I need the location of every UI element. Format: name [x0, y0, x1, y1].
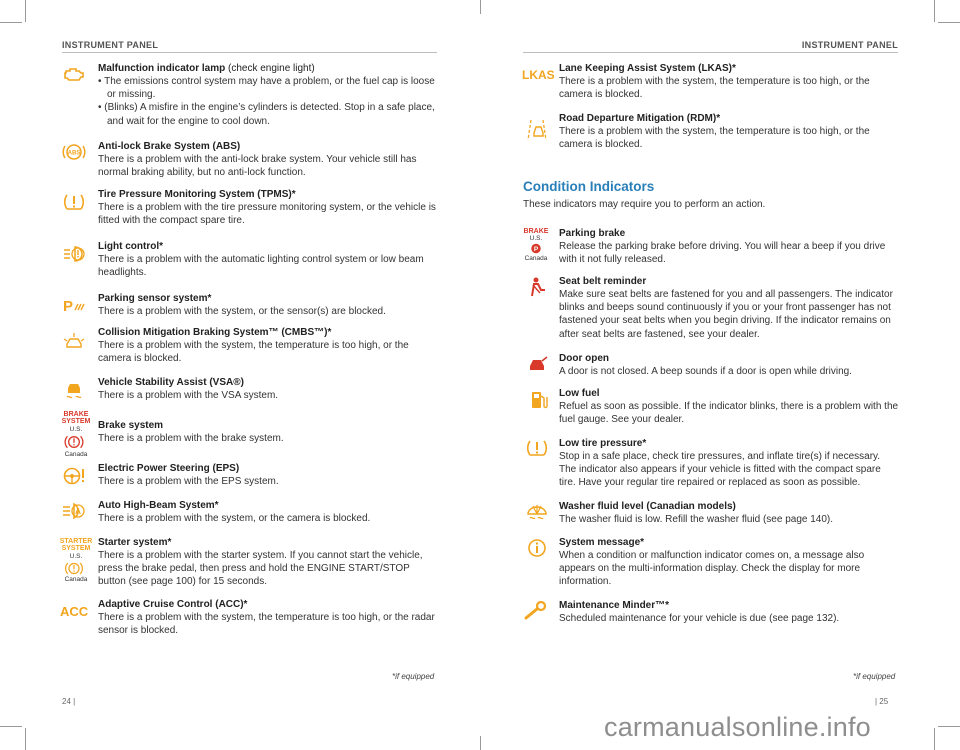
vsa-entry: [98, 376, 438, 402]
abs-title: Anti-lock Brake System (ABS): [98, 141, 241, 152]
lkas-title: Lane Keeping Assist System (LKAS)*: [559, 63, 736, 74]
malfunction-lamp-bullet: • (Blinks) A misfire in the engine’s cylinders is detected. Stop in a safe place, and wait for the engine to cool down.: [98, 102, 435, 127]
right-page-header: INSTRUMENT PANEL: [801, 40, 898, 50]
acc-icon: [60, 600, 92, 622]
low-tire-pressure-icon: [524, 437, 550, 459]
canada-label: Canada: [524, 255, 548, 262]
abs-text: There is a problem with the anti-lock brake system. Your vehicle still has normal braking ability, but no anti-lock function.: [98, 154, 417, 179]
acc-text: There is a problem with the system, the temperature is too high, or the radar sensor is blocked.: [98, 612, 435, 637]
wrench-icon: [523, 600, 549, 622]
parking-sensor-text: There is a problem with the system, or the sensor(s) are blocked.: [98, 306, 386, 317]
starter-system-word: SYSTEM: [61, 545, 91, 552]
washer-fluid-title: Washer fluid level (Canadian models): [559, 501, 736, 512]
right-header-rule: [523, 52, 898, 53]
abs-entry: [98, 140, 438, 179]
condition-indicators-intro: These indicators may require you to perform an action.: [523, 199, 766, 210]
low-fuel-entry: [559, 387, 899, 426]
brake-system-word: BRAKE: [63, 411, 89, 418]
auto-high-beam-icon: [61, 500, 87, 522]
brake-system-icon: [58, 411, 94, 425]
seat-belt-title: Seat belt reminder: [559, 276, 647, 287]
us-label: U.S.: [529, 235, 543, 242]
rdm-entry: [559, 112, 899, 151]
malfunction-lamp-title-suffix: (check engine light): [225, 63, 315, 74]
light-control-icon: [61, 243, 87, 265]
parking-brake-p-icon: [527, 242, 545, 255]
low-tire-pressure-entry: [559, 437, 899, 490]
low-tire-pressure-text: Stop in a safe place, check tire pressures, and inflate tire(s) if necessary. The indicator also appears if your vehicle is fitted with the compact spare tire. Have your regular tire repaired or replaced as soon as possible.: [559, 451, 881, 489]
parking-sensor-icon: [61, 294, 87, 316]
cmbs-icon: [61, 331, 87, 353]
crop-mark: [938, 22, 960, 23]
auto-high-beam-entry: [98, 499, 438, 525]
light-control-text: There is a problem with the automatic lighting control system or low beam headlights.: [98, 254, 424, 279]
door-open-entry: [559, 352, 899, 378]
starter-system-entry: [98, 536, 438, 589]
left-footnote: *if equipped: [392, 672, 435, 681]
condition-indicators-heading: Condition Indicators: [523, 179, 655, 194]
rdm-title: Road Departure Mitigation (RDM)*: [559, 113, 721, 124]
left-header-rule: [62, 52, 437, 53]
malfunction-lamp-title: Malfunction indicator lamp: [98, 63, 226, 74]
starter-system-word: STARTER: [59, 538, 93, 545]
cmbs-entry: [98, 326, 438, 365]
left-page-header: INSTRUMENT PANEL: [62, 40, 159, 50]
us-label: U.S.: [69, 426, 83, 433]
crop-mark: [938, 726, 960, 727]
rdm-text: There is a problem with the system, the temperature is too high, or the camera is blocked.: [559, 126, 870, 151]
vsa-text: There is a problem with the VSA system.: [98, 390, 279, 401]
us-label: U.S.: [69, 553, 83, 560]
crop-mark: [0, 726, 22, 727]
system-message-text: When a condition or malfunction indicator comes on, a message also appears on the multi-information display. Check the display for more information.: [559, 550, 865, 588]
low-fuel-title: Low fuel: [559, 388, 600, 399]
tpms-icon: [61, 191, 87, 213]
malfunction-lamp-bullet: • The emissions control system may have a problem, or the fuel cap is loose or missing.: [98, 76, 435, 101]
system-message-icon: [524, 537, 550, 559]
parking-brake-icon: [520, 228, 552, 235]
maintenance-minder-title: Maintenance Minder™*: [559, 600, 670, 611]
washer-fluid-entry: [559, 500, 899, 526]
parking-brake-entry: [559, 227, 899, 266]
abs-icon: [61, 141, 87, 163]
crop-mark: [25, 728, 26, 750]
low-tire-pressure-title: Low tire pressure*: [559, 438, 647, 449]
brake-system-text: There is a problem with the brake system.: [98, 433, 284, 444]
tpms-entry: [98, 188, 438, 227]
parking-brake-word: BRAKE: [523, 228, 549, 235]
door-open-icon: [524, 352, 550, 374]
acc-icon-text: ACC: [60, 604, 89, 619]
eps-title: Electric Power Steering (EPS): [98, 463, 240, 474]
starter-system-text: There is a problem with the starter system. If you cannot start the vehicle, press the brake pedal, then press and hold the ENGINE START/STOP button (see page 100) for 15 seconds.: [98, 550, 423, 588]
brake-system-entry: [98, 419, 438, 445]
seat-belt-icon: [525, 276, 551, 298]
eps-entry: [98, 462, 438, 488]
auto-high-beam-text: There is a problem with the system, or the camera is blocked.: [98, 513, 371, 524]
svg-text:P: P: [533, 245, 539, 253]
door-open-title: Door open: [559, 353, 609, 364]
starter-system-icon: [58, 538, 94, 552]
right-page-number: | 25: [875, 697, 889, 706]
vsa-title: Vehicle Stability Assist (VSA®): [98, 377, 244, 388]
rdm-icon: [526, 116, 548, 142]
cmbs-text: There is a problem with the system, the temperature is too high, or the camera is blocked.: [98, 340, 409, 365]
washer-fluid-icon: [524, 500, 550, 522]
parking-sensor-entry: [98, 292, 438, 318]
tpms-title: Tire Pressure Monitoring System (TPMS)*: [98, 189, 296, 200]
crop-mark: [25, 0, 26, 22]
seat-belt-text: Make sure seat belts are fastened for you and all passengers. The indicator blinks and beeps sound continuously if you or your front passenger has not fastened your seat belts when you begin driving. If the indicator remains on after seat belts are fastened, see your dealer.: [559, 289, 893, 340]
crop-mark: [480, 736, 481, 750]
maintenance-minder-text: Scheduled maintenance for your vehicle is due (see page 132).: [559, 613, 840, 624]
svg-text:A: A: [75, 507, 81, 516]
parking-brake-title: Parking brake: [559, 228, 626, 239]
door-open-text: A door is not closed. A beep sounds if a door is open while driving.: [559, 366, 852, 377]
low-fuel-icon: [525, 389, 551, 411]
light-control-entry: [98, 240, 438, 279]
acc-title: Adaptive Cruise Control (ACC)*: [98, 599, 248, 610]
crop-mark: [934, 0, 935, 22]
acc-entry: [98, 598, 438, 637]
light-control-title: Light control*: [98, 241, 163, 252]
starter-warning-icon: [63, 560, 85, 577]
check-engine-icon: [61, 64, 87, 86]
malfunction-lamp-entry: [98, 62, 438, 128]
cmbs-title: Collision Mitigation Braking System™ (CMBS™)*: [98, 327, 332, 338]
crop-mark: [480, 0, 481, 14]
parking-sensor-title: Parking sensor system*: [98, 293, 212, 304]
low-fuel-text: Refuel as soon as possible. If the indicator blinks, there is a problem with the fuel gauge. See your dealer.: [559, 401, 899, 426]
lkas-icon-text: LKAS: [522, 68, 555, 82]
maintenance-minder-entry: [559, 599, 899, 625]
brake-warning-icon: [63, 433, 85, 451]
eps-icon: [61, 465, 87, 487]
right-footnote: *if equipped: [853, 672, 896, 681]
left-page-number: 24 |: [62, 697, 76, 706]
auto-high-beam-title: Auto High-Beam System*: [98, 500, 219, 511]
canada-label: Canada: [64, 451, 88, 458]
eps-text: There is a problem with the EPS system.: [98, 476, 279, 487]
svg-text:P: P: [63, 298, 74, 315]
system-message-title: System message*: [559, 537, 645, 548]
parking-brake-text: Release the parking brake before driving. You will hear a beep if you drive with it not fully released.: [559, 241, 886, 266]
crop-mark: [0, 22, 22, 23]
seat-belt-entry: [559, 275, 899, 341]
brake-system-title: Brake system: [98, 420, 164, 431]
crop-mark: [934, 728, 935, 750]
starter-system-title: Starter system*: [98, 537, 172, 548]
system-message-entry: [559, 536, 899, 589]
washer-fluid-text: The washer fluid is low. Refill the washer fluid (see page 140).: [559, 514, 834, 525]
lkas-text: There is a problem with the system, the temperature is too high, or the camera is blocked.: [559, 76, 870, 101]
tpms-text: There is a problem with the tire pressure monitoring system, or the vehicle is fitted with the compact spare tire.: [98, 202, 436, 227]
vsa-icon: [61, 379, 87, 401]
brake-system-word: SYSTEM: [61, 418, 91, 425]
lkas-entry: [559, 62, 899, 101]
canada-label: Canada: [64, 576, 88, 583]
abs-icon-text: ABS: [67, 150, 81, 157]
lkas-icon: [521, 64, 555, 86]
watermark: carmanualsonline.info: [604, 712, 871, 742]
